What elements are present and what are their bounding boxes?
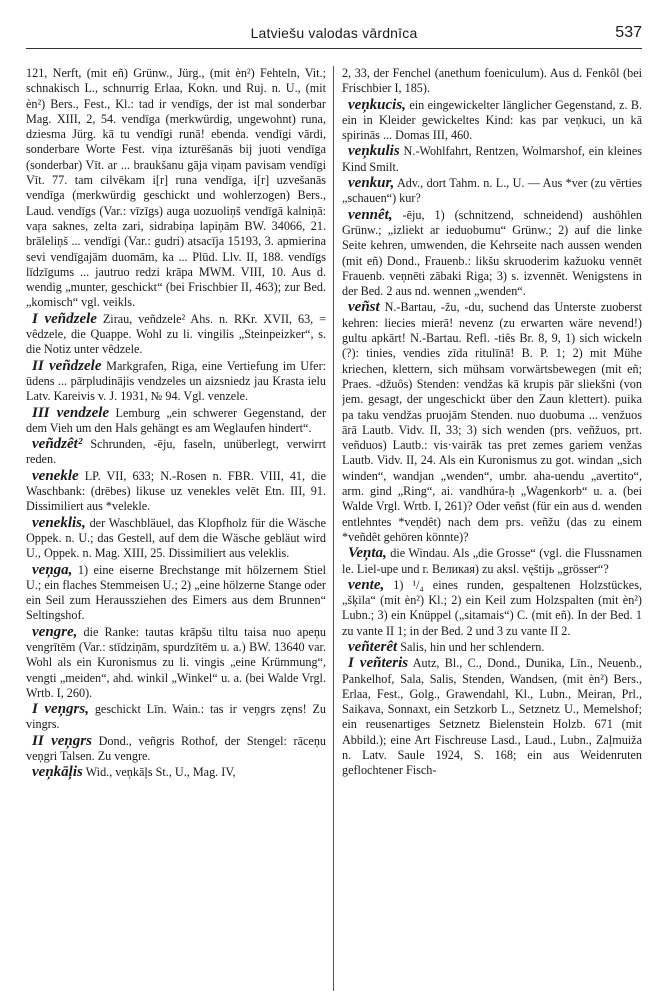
entry-headword: venekle xyxy=(32,467,79,484)
entry-text: Zirau, veñdzele² Ahs. n. RKr. XVII, 63, = vêdzele, die Quappe. Wohl zu li. vingilis „Steinpeizker“, s. die Notiz unter vêdzele. xyxy=(26,311,326,357)
dictionary-entry xyxy=(26,66,326,311)
entry-text: Autz, Bl., C., Dond., Dunika, Līn., Neuenb., Pankelhof, Sala, Salis, Stenden, Wandsen, (mit èn²) Bers., Erlaa, Fest., Golg., Grawendahl, Kl., Lubn., Meiran, Prl., Saikava, Sonnaxt, ein Setzkorb L., Setznetz U., Memelshof; ein reusenartiges Setznetz Bielenstein Holzb. 671 (mit Abbild.); eine Art Fischreuse Lasd., Laud., Lubn., Zaļmuiža n. Latv. Saule 1924, S. 168; ein aus Weidenruten geflochtener Fisch- xyxy=(342,656,642,778)
dictionary-entry xyxy=(342,578,642,639)
entry-headword: veñdzêt² xyxy=(32,436,83,453)
column-divider xyxy=(333,66,334,991)
entry-headword: veņkucis, xyxy=(348,96,406,113)
entry-text: 2, 33, der Fenchel (anethum foeniculum). Aus d. Fenkôl (bei Frischbier I, 185). xyxy=(342,66,642,96)
dictionary-entry xyxy=(26,765,326,780)
page-header xyxy=(26,22,642,49)
dictionary-entry xyxy=(342,300,642,545)
dictionary-entry xyxy=(26,359,326,405)
dictionary-entry xyxy=(342,176,642,207)
entry-headword: vente, xyxy=(348,576,385,593)
entry-text: Dond., veñgris Rothof, der Stengel: rāceņu veņgri Talsen. Zu vengre. xyxy=(26,733,326,764)
entry-headword: II veñdzele xyxy=(32,357,102,374)
entry-headword: II veņgrs xyxy=(32,732,92,749)
entry-headword: veñst xyxy=(348,299,380,316)
entry-text: Schrunden, -ēju, faseln, unüberlegt, verwirrt reden. xyxy=(26,437,326,467)
entry-text: die Windau. Als „die Grosse“ (vgl. die Flussnamen le. Liel-upe und r. Великая) zu aksl. vęštijь „grösser“? xyxy=(342,546,642,576)
entry-headword: Veņta, xyxy=(348,545,387,562)
right-column xyxy=(342,66,642,991)
dictionary-entry xyxy=(342,208,642,300)
entry-headword: vengre, xyxy=(32,623,78,640)
entry-text: 121, Nerft, (mit eñ) Grünw., Jürg., (mit èn²) Fehteln, Vit.; schnakisch L., schnurrig Erlaa, Kokn. und Ruj. n. U., (mit èn²) Bers., Fest., Kl.: tad ir vendīgs, der ist mal sonderbar Mag. XIII, 2, 54. vendīga (merkwürdig, ungewohnt) runa, dziesma Jürg. kā tu vendīgi runā! ebenda. vendīgi vārdi, sonderbare Worte Fest. viņa izturēšanās bij juoti vendīga (sonderbar) Vīt. ar ... braukšanu gāja viņam pavisam vendīgi Vīt. 77. tam cilvēkam i[r] runa vendīga, i[r] uzvešanās vendīga (merkwürdig geschickt und wohlerzogen) Bers., Laud. vendīgs (Var.: vīzīgs) auga uozuoliņš vendīgā kalniņā: vaŗa saknes, zelta zari, sidrabiņa lapiņām BW. 34066, 21. brāleliņš ... vendīgi (Var.: gudri) atsacīja 15193, 3. apmierina sevi vendīgajām duomām, ka ... Plūd. Llv. II, 188. vendīgs līdzīgums ... jautruo redzi krāpa MWM. VIII, 10. Aus d. wendig „munter, geschickt“ (bei Frischbier II, 463); zur Bed. „komisch“ vgl. veikls. xyxy=(26,66,326,310)
dictionary-entry xyxy=(26,625,326,701)
dictionary-entry xyxy=(26,734,326,765)
entry-headword: veñterêt xyxy=(348,638,398,655)
entry-headword: III vendzele xyxy=(32,404,110,421)
entry-text: LP. VII, 633; N.-Rosen n. FBR. VIII, 41, die Waschbank: (drēbes) likuse uz venekles velēt Etn. III, 91. Dissimiliert aus *velekle. xyxy=(26,468,326,514)
entry-headword: veneklis, xyxy=(32,514,86,531)
entry-text: 1) eine eiserne Brechstange mit hölzernem Stiel U.; ein flaches Stemmeisen U.; 2) „eine hölzerne Stange oder ein Seil zum Heraussziehen des Eimers aus dem Brunnen“ Seltingshof. xyxy=(26,562,326,623)
dictionary-entry xyxy=(26,437,326,468)
dictionary-entry xyxy=(26,702,326,733)
running-title: Latviešu valodas vārdnīca xyxy=(250,25,418,41)
left-column xyxy=(26,66,326,991)
page-number: 537 xyxy=(615,24,642,41)
dictionary-entry xyxy=(342,144,642,175)
dictionary-entry xyxy=(342,546,642,577)
entry-headword: veņga, xyxy=(32,561,73,578)
dictionary-entry xyxy=(342,98,642,144)
entry-headword: veņkāļis xyxy=(32,764,83,781)
entry-text: Salis, hin und her schlendern. xyxy=(400,639,545,654)
entry-text: N.-Bartau, -žu, -du, suchend das Unterste zuoberst kehren: liecies mierā! nevenz (zu erwarten wäre nevend!) gultu apkārt! N.-Bartau. Refl. -tiês Br. 8, 9, 1) sich wickeln (?): tinies, vendies zīda ritulīnā! B. P. 1; 2) mit Mühe kriechen, klettern, sich mühsam vorwärtsbewegen (mit eñ; Praes. -džuôs) Stenden: vendžas kā krupis pār sliekšni (von jem. gesagt, der ungeschickt über den Zaun klettert). puika pa taku vendžas pruojām Stenden. nuo duobuma ... venžuos ārā Lautb. Vidv. II, 33; 3) sich wenden (prs. veñžuos, prt. veñduos) Lautb.: vis·vairāk tas pret zemes gariem venžas Lautb. Vidv. II, 24. Als ein Kuronismus zu got. windan „sich winden“, wandjan „wenden“, umbr. aha-uendu „avertito“, arm. gind „Ring“, ai. vandhúra-ḥ „Wagenkorb“ u. a. (bei Walde Vrgl. Wrtb. I, 261)? Oder veñst (für ein aus d. wenden entlehntes *veņdêt) nach dem prs. veñžu (das zu einem *veñdêt gehören könnte)? xyxy=(342,300,642,544)
entry-headword: I veņgrs, xyxy=(32,701,89,718)
entry-headword: vennêt, xyxy=(348,206,393,223)
entry-text: N.-Wohlfahrt, Rentzen, Wolmarshof, ein kleines Kind Smilt. xyxy=(342,144,642,174)
entry-text: Wid., veņkāļs St., U., Mag. IV, xyxy=(85,765,236,780)
dictionary-entry xyxy=(26,469,326,515)
entry-text: -ēju, 1) (schnitzend, schneidend) aushöhlen Grünw.; „izliekt ar ieduobumu“ Grünw.; 2) auf die linke Seite kehren, umwenden, die Kehrseite nach aussen wenden (mit eñ) Dond., Frauenb.: likšu skruoderim kažuoku vennēt Frauenb. veņnēti zābaki Riga; 3) s. izvennēt. Wenigstens in der Bed. 2 aus nd. wennen „wenden“. xyxy=(342,207,642,299)
entry-text: geschickt Līn. Wain.: tas ir veņgrs zęns! Zu vingrs. xyxy=(26,702,326,732)
entry-text: Markgrafen, Riga, eine Vertiefung im Ufer: ūdens ... pārpludinājis vendzeles un aizsniedz jau Krasta ielu Latv. Kareivis v. J. 1931, № 94. Vgl. venzele. xyxy=(26,358,326,404)
entry-text: Adv., dort Tahm. n. L., U. — Aus *ver (zu vērties „schauen“) kur? xyxy=(342,176,642,206)
dictionary-entry xyxy=(342,66,642,97)
dictionary-entry xyxy=(26,406,326,437)
entry-text: der Waschbläuel, das Klopfholz für die Wäsche Oppek. n. U.; das Gestell, auf dem die Wäsche gebläut wird U., Oppek. n. Mag. XIII, 25. Dissimiliert aus veleklis. xyxy=(26,515,326,561)
dictionary-entry xyxy=(342,656,642,778)
entry-headword: I veñdzele xyxy=(32,310,97,327)
entry-text: 1) ¹/₄ eines runden, gespaltenen Holzstückes, „šķila“ (mit èn²) Kl.; 2) ein Keil zum Holzspalten (mit èn²) Lubn.; 3) ein Knüppel („sitamais“) C. (mit eñ). In der Bed. 1 zu vante II 1; in der Bed. 2 und 3 zu vante II 2. xyxy=(342,577,642,638)
entry-text: Lemburg „ein schwerer Gegenstand, der dem Vieh um den Hals gehängt es am Weglaufen hindert“. xyxy=(26,405,326,435)
dictionary-entry xyxy=(26,563,326,624)
dictionary-entry xyxy=(342,640,642,655)
dictionary-entry xyxy=(26,312,326,358)
entry-text: ein eingewickelter länglicher Gegenstand, z. B. ein in Kleider gewickeltes Kind: kas par veņkuci, un kā spirinās ... Domas III, 460. xyxy=(342,97,642,143)
dictionary-entry xyxy=(26,516,326,562)
entry-text: die Ranke: tautas krāpšu tiltu taisa nuo apeņu vengrītēm (Var.: stīdziņām, spurdzītēm u. a.) BW. 13640 var. Wohl als ein Kuronismus zu li. vingis „eine Krümmung“, vengti „meiden“, ahd. winkil „Winkel“ u. a. (bei Walde Vrgl. Wrtb. I, 260). xyxy=(26,624,326,700)
entry-headword: venkur, xyxy=(348,175,395,192)
entry-headword: veņkulis xyxy=(348,143,400,160)
entry-headword: I veñteris xyxy=(348,655,409,672)
